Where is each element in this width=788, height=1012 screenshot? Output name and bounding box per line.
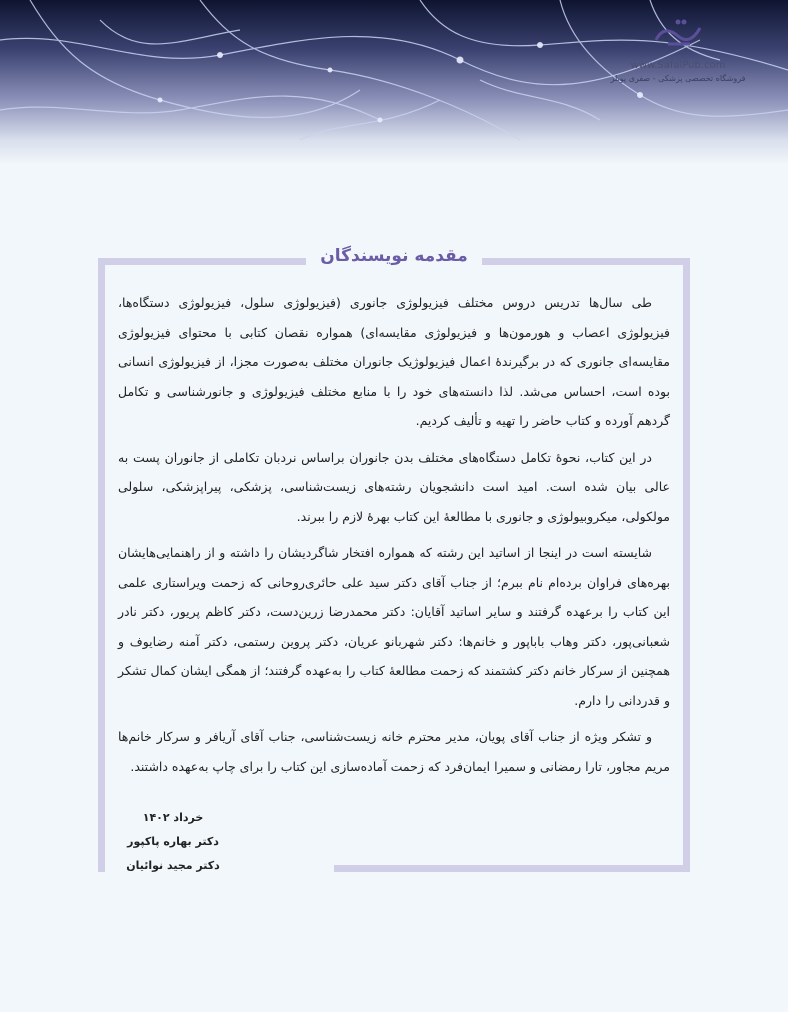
preface-body (118, 288, 670, 788)
neuron-banner (0, 0, 788, 165)
publisher-logo[interactable] (608, 14, 748, 94)
signature-date: خرداد ۱۴۰۲ (142, 811, 204, 824)
title-wrapper (0, 246, 788, 266)
frame-bottom-border (334, 865, 690, 872)
logo-subtitle: فروشگاه تخصصی پزشکی - صفری پوبلر (610, 74, 746, 83)
signature-block (118, 806, 228, 878)
paragraph-3: شایسته است در اینجا از اساتید این رشته که همواره افتخار شاگردیشان را داشته و از راهنمایی‌هایشان بهره‌های فراوان برده‌ام نام ببرم؛ از جناب آقای دکتر سید علی حائری‌روحانی که زحمت ویراستاری علمی این کتاب را برعهده گرفتند و سایر اساتید آقایان: دکتر محمدرضا زرین‌دست، دکتر کاظم پریور، دکتر نادر شعبانی‌پور، دکتر وهاب باباپور و خانم‌ها: دکتر شهربانو عریان، دکتر پروین رستمی، دکتر آمنه رضایوف و همچنین از سرکار خانم دکتر کشتمند که زحمت مطالعهٔ کتاب را به‌عهده گرفتند؛ از همگی ایشان کمال تشکر و قدردانی را دارم. (118, 545, 670, 708)
frame-right-border (683, 258, 690, 872)
frame-left-border (98, 258, 105, 872)
author-name-2: دکتر مجید نوائیان (126, 859, 220, 872)
logo-mark-icon (650, 14, 706, 54)
page-title: مقدمه نویسندگان (306, 246, 482, 266)
paragraph-1: طی سال‌ها تدریس دروس مختلف فیزیولوژی جانوری (فیزیولوژی سلول، فیزیولوژی دستگاه‌ها، فیزیولوژی اعصاب و هورمون‌ها و فیزیولوژی مقایسه‌ای) همواره نقصان کتابی با محتوای فیزیولوژی مقایسه‌ای جانوری که در برگیرندهٔ اعمال فیزیولوژیک جانوران مختلف به‌صورت مجزا، از فیزیولوژی انسانی بوده است، احساس می‌شد. لذا دانسته‌های خود را با منابع مختلف فیزیولوژی و جانورشناسی و تکامل گردهم آورده و کتاب حاضر را تهیه و تألیف کردیم. (118, 295, 670, 428)
author-name-1: دکتر بهاره پاکپور (127, 835, 219, 848)
paragraph-2: در این کتاب، نحوهٔ تکامل دستگاه‌های مختلف بدن جانوران براساس نردبان تکاملی از جانوران پست به عالی بیان شده است. امید است دانشجویان رشته‌های زیست‌شناسی، پزشکی، پیراپزشکی، سلولی مولکولی، میکروبیولوژی و جانوری با مطالعهٔ این کتاب بهرهٔ لازم را ببرند. (118, 449, 670, 524)
paragraph-4: و تشکر ویژه از جناب آقای پویان، مدیر محترم خانه زیست‌شناسی، جناب آقای آریافر و سرکار خانم‌ها مریم مجاور، تارا رمضانی و سمیرا ایمان‌فرد که زحمت آماده‌سازی این کتاب را برای چاپ به‌عهده داشتند. (118, 729, 670, 774)
logo-url: www.SafaiPub.com (630, 60, 726, 71)
